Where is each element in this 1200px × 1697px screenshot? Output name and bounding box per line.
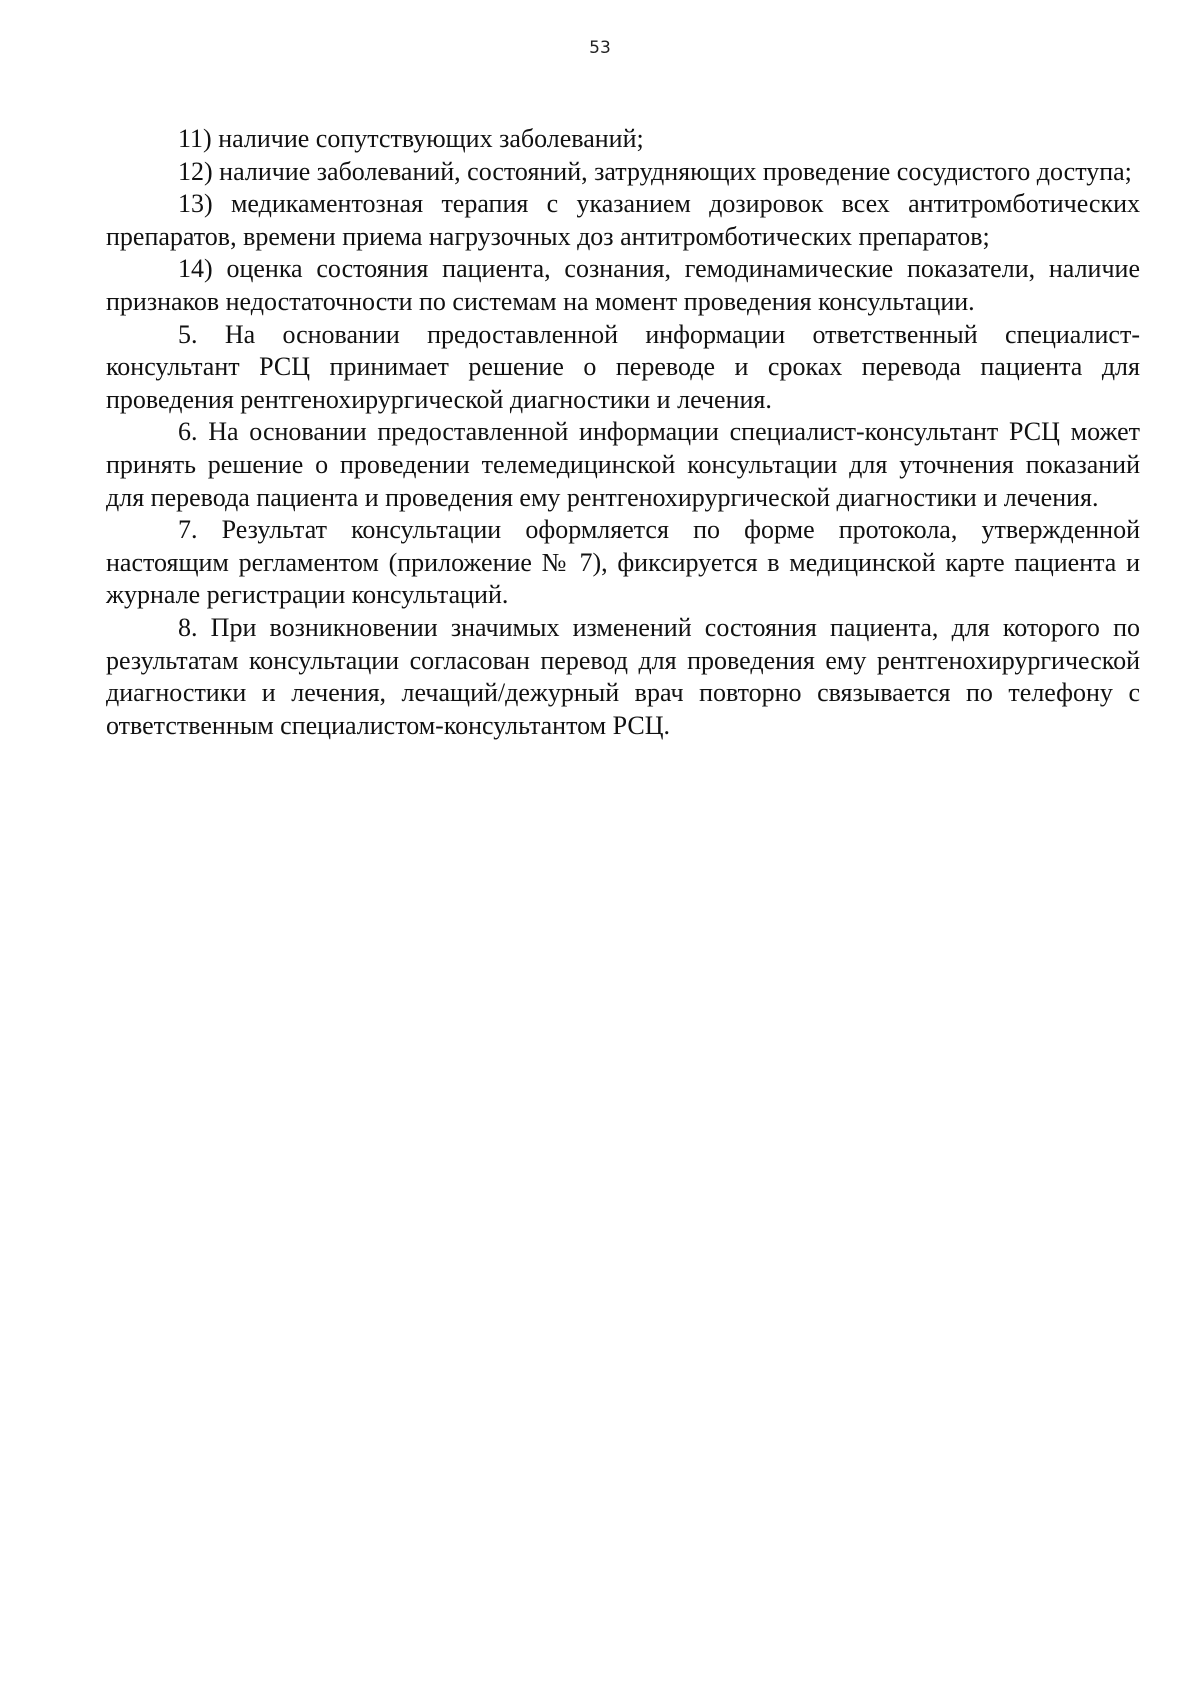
clause-5: 5. На основании предоставленной информации ответственный специалист-консультант РСЦ принимает решение о переводе и сроках перевода пациента для проведения рентгенохирургической диагностики и лечения. bbox=[106, 319, 1140, 414]
clause-8: 8. При возникновении значимых изменений состояния пациента, для которого по результатам консультации согласован перевод для проведения ему рентгенохирургической диагностики и лечения, лечащий/дежурный врач повторно связывается по телефону с ответственным специалистом-консультантом РСЦ. bbox=[106, 612, 1140, 740]
clause-7: 7. Результат консультации оформляется по форме протокола, утвержденной настоящим регламентом (приложение № 7), фиксируется в медицинской карте пациента и журнале регистрации консультаций. bbox=[106, 515, 1140, 610]
clause-6: 6. На основании предоставленной информации специалист-консультант РСЦ может принять решение о проведении телемедицинской консультации для уточнения показаний для перевода пациента и проведения ему рентгенохирургической диагностики и лечения. bbox=[106, 417, 1140, 512]
list-item-11: 11) наличие сопутствующих заболеваний; bbox=[178, 124, 644, 153]
list-item-12: 12) наличие заболеваний, состояний, затрудняющих проведение сосудистого доступа; bbox=[178, 156, 1132, 186]
list-item-13: 13) медикаментозная терапия с указанием дозировок всех антитромботических препаратов, времени приема нагрузочных доз антитромботических препаратов; bbox=[106, 189, 1140, 251]
list-item-14: 14) оценка состояния пациента, сознания, гемодинамические показатели, наличие признаков недостаточности по системам на момент проведения консультации. bbox=[106, 254, 1140, 316]
page-number: 53 bbox=[589, 38, 611, 58]
document-body bbox=[106, 123, 1140, 742]
